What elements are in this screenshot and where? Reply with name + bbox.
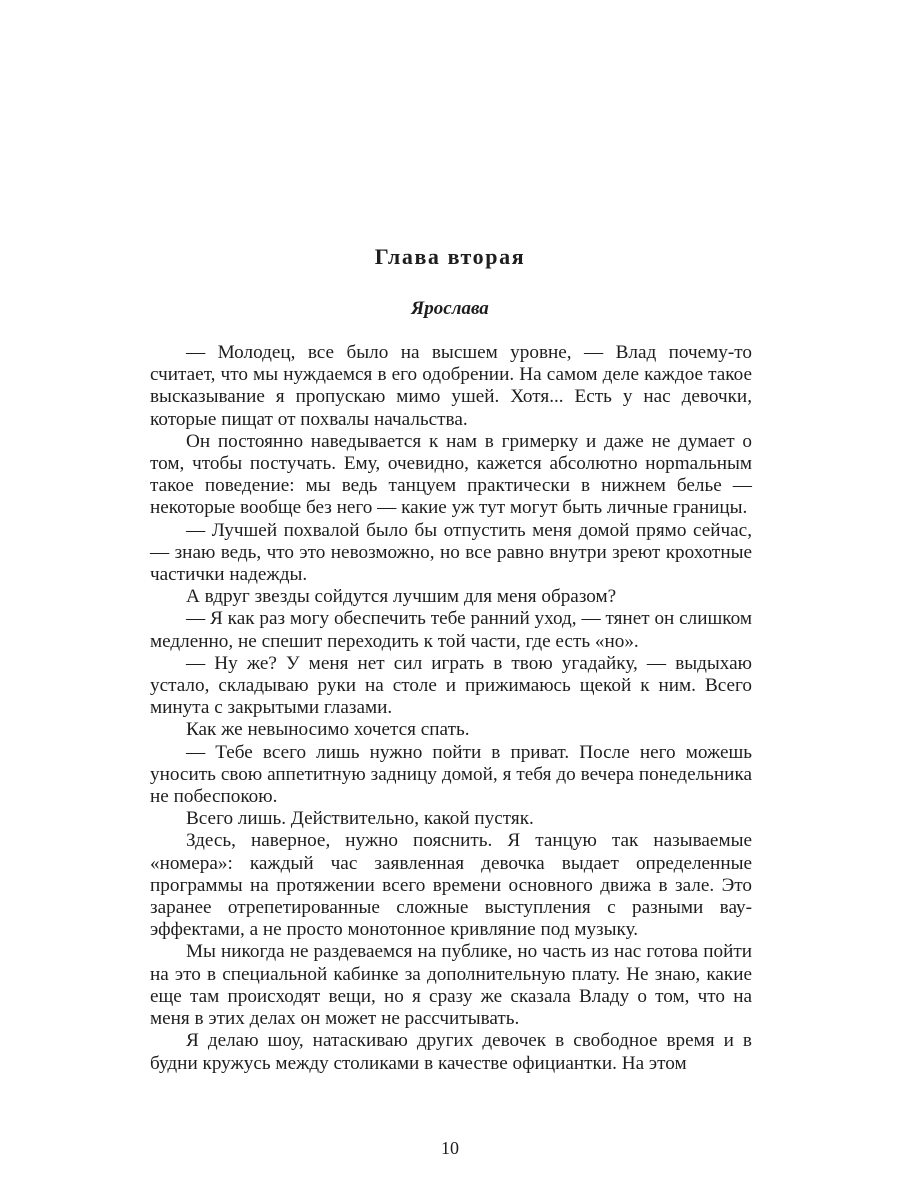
paragraph: — Молодец, все было на высшем уровне, — Влад почему-то считает, что мы нуждаемся в его одобрении. На самом деле каждое такое высказывание я пропускаю мимо ушей. Хотя... Есть у нас девочки, которые пищат от похвалы начальства. — [150, 342, 752, 430]
paragraph: Я делаю шоу, натаскиваю других девочек в свободное время и в будни кружусь между столиками в качестве официантки. На этом — [150, 1030, 752, 1074]
paragraph: Как же невыносимо хочется спать. — [186, 719, 470, 741]
paragraph: — Лучшей похвалой было бы отпустить меня домой прямо сейчас, — знаю ведь, что это невозможно, но все равно внутри зреют крохотные частички надежды. — [150, 519, 752, 586]
paragraph: Здесь, наверное, нужно пояснить. Я танцую так называемые «номера»: каждый час заявленная девочка выдает определенные программы на протяжении всего времени основного движа в зале. Это заранее отрепетированные сложные выступления с разными вау-эффектами, а не просто монотонное кривляние под музыку. — [150, 830, 752, 941]
paragraph: — Я как раз могу обеспечить тебе ранний уход, — тянет он слишком медленно, не спешит переходить к той части, где есть «но». — [150, 608, 752, 652]
paragraph: Он постоянно наведывается к нам в гримерку и даже не думает о том, чтобы постучать. Ему, очевидно, кажется абсолютно норmальным такое поведение: мы ведь танцуем практически в нижнем белье — некоторые вообще без него — какие уж тут могут быть личные границы. — [150, 430, 752, 519]
chapter-subtitle: Ярослава — [411, 298, 489, 319]
paragraph: Мы никогда не раздеваемся на публике, но часть из нас готова пойти на это в специальной кабинке за дополнительную плату. Не знаю, какие еще там происходят вещи, но я сразу же сказала Владу о том, что на меня в этих делах он может не рассчитывать. — [150, 941, 752, 1030]
body-text — [150, 342, 752, 1075]
paragraph: Всего лишь. Действительно, какой пустяк. — [186, 808, 534, 830]
paragraph: А вдруг звезды сойдутся лучшим для меня образом? — [186, 586, 617, 608]
page-number: 10 — [441, 1138, 459, 1158]
paragraph: — Ну же? У меня нет сил играть в твою угадайку, — выдыхаю устало, складываю руки на столе и прижимаюсь щекой к ним. Всего минута с закрытыми глазами. — [150, 652, 752, 719]
paragraph: — Тебе всего лишь нужно пойти в приват. После него можешь уносить свою аппетитную задницу домой, я тебя до вечера понедельника не побеспокою. — [150, 741, 752, 808]
chapter-title: Глава вторая — [374, 244, 526, 269]
